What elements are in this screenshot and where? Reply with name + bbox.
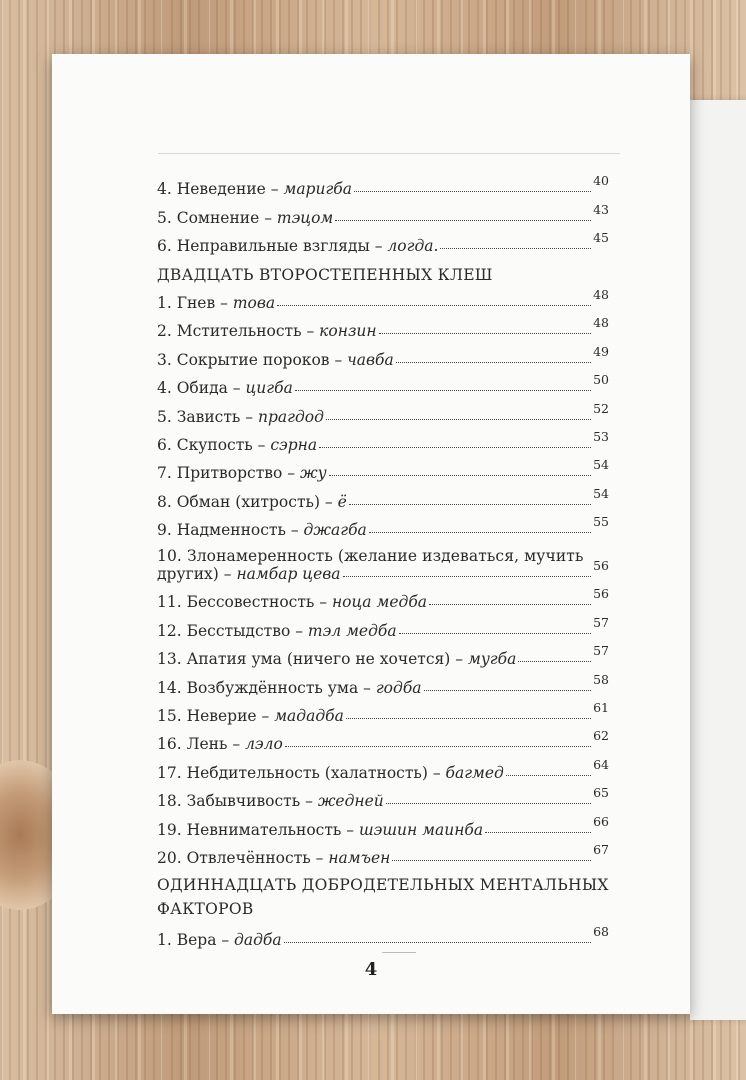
toc-entry: 1. Вера – дадба 68 xyxy=(157,924,609,950)
page-ref: 67 xyxy=(593,841,609,857)
page-number: 4 xyxy=(364,959,378,980)
page-ref: 65 xyxy=(593,785,609,801)
toc-entry: 2. Мстительность – конзин 48 xyxy=(157,315,609,341)
page-ref: 48 xyxy=(593,315,609,331)
page-ref: 64 xyxy=(593,756,609,772)
page-ref: 48 xyxy=(593,286,609,302)
page-ref: 40 xyxy=(593,173,609,189)
toc-entry: 1. Гнев – това 48 xyxy=(157,286,609,312)
toc-entry: 11. Бессовестность – ноца медба 56 xyxy=(157,586,609,612)
toc-entry: 6. Скупость – сэрна 53 xyxy=(157,428,609,454)
page-ref: 56 xyxy=(593,586,609,602)
toc-entry: 4. Обида – цигба 50 xyxy=(157,372,609,398)
toc-entry: 14. Возбуждённость ума – годба 58 xyxy=(157,671,609,697)
toc-entry: 20. Отвлечённость – намъен 67 xyxy=(157,841,609,867)
page-ref: 55 xyxy=(593,514,609,530)
page-ref: 45 xyxy=(593,230,609,246)
page-ref: 54 xyxy=(593,457,609,473)
bottom-rule xyxy=(382,952,416,953)
table-of-contents xyxy=(157,170,609,949)
page-ref: 58 xyxy=(593,671,609,687)
toc-entry: 17. Небдительность (халатность) – багмед 64 xyxy=(157,756,609,782)
page-ref: 49 xyxy=(593,343,609,359)
page-ref: 61 xyxy=(593,700,609,716)
page-ref: 56 xyxy=(593,558,609,574)
page-ref: 50 xyxy=(593,372,609,388)
page-ref: 66 xyxy=(593,813,609,829)
toc-entry: 9. Надменность – джагба 55 xyxy=(157,514,609,540)
page-ref: 53 xyxy=(593,428,609,444)
page-ref: 62 xyxy=(593,728,609,744)
toc-entry: 5. Сомнение – тэцом 43 xyxy=(157,201,609,227)
toc-entry: 7. Притворство – жу 54 xyxy=(157,457,609,483)
toc-entry-multiline: 10. Злонамеренность (желание издеваться, мучить других) – намбар цева 56 xyxy=(157,547,609,584)
section-heading: ОДИННАДЦАТЬ ДОБРОДЕТЕЛЬНЫХ МЕНТАЛЬНЫХ ФАКТОРОВ xyxy=(157,875,609,918)
page-ref: 68 xyxy=(593,924,609,940)
page-ref: 57 xyxy=(593,614,609,630)
toc-entry: 5. Зависть – прагдод 52 xyxy=(157,400,609,426)
toc-entry: 3. Сокрытие пороков – чавба 49 xyxy=(157,343,609,369)
page-ref: 54 xyxy=(593,485,609,501)
toc-entry: 16. Лень – лэло 62 xyxy=(157,728,609,754)
toc-entry: 13. Апатия ума (ничего не хочется) – мугба 57 xyxy=(157,643,609,669)
page-ref: 52 xyxy=(593,400,609,416)
toc-entry: 4. Неведение – маригба 40 xyxy=(157,173,609,199)
top-rule xyxy=(158,153,620,154)
toc-entry: 18. Забывчивость – жедней 65 xyxy=(157,785,609,811)
toc-entry: 12. Бесстыдство – тэл медба 57 xyxy=(157,614,609,640)
page-ref: 43 xyxy=(593,201,609,217)
page-ref: 57 xyxy=(593,643,609,659)
section-heading: ДВАДЦАТЬ ВТОРОСТЕПЕННЫХ КЛЕШ xyxy=(157,265,493,284)
toc-entry: 15. Неверие – мададба 61 xyxy=(157,700,609,726)
toc-entry: 19. Невнимательность – шэшин маинба 66 xyxy=(157,813,609,839)
right-page-edge xyxy=(690,100,746,1020)
toc-entry: 6. Неправильные взгляды – логда. 45 xyxy=(157,230,609,256)
toc-entry: 8. Обман (хитрость) – ё 54 xyxy=(157,485,609,511)
book-page xyxy=(52,54,690,1014)
